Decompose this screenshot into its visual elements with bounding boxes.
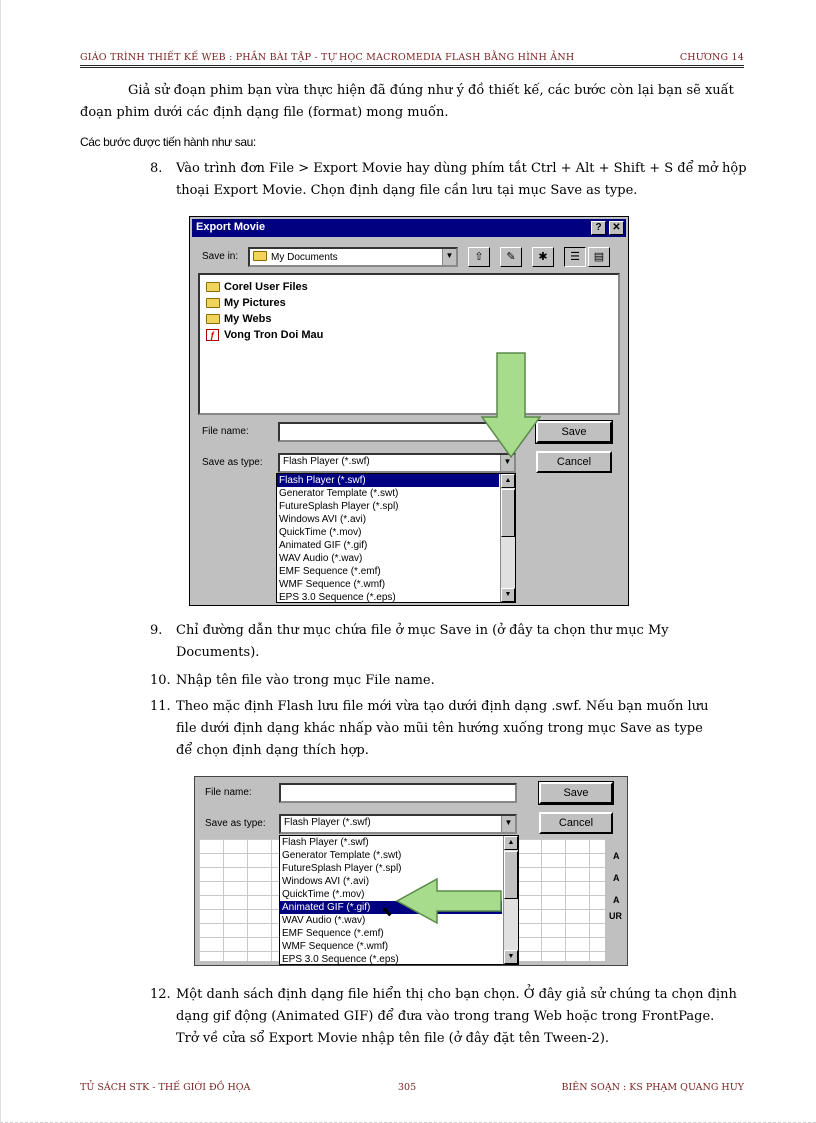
scroll-up-icon[interactable]: ▲: [501, 474, 515, 488]
list-item[interactable]: My Webs: [206, 311, 271, 327]
save-in-label: Save in:: [202, 251, 239, 262]
scroll-thumb[interactable]: [501, 489, 515, 537]
dropdown-option[interactable]: EMF Sequence (*.emf): [279, 566, 381, 577]
intro-paragraph: Giả sử đoạn phim bạn vừa thực hiện đã đúng như ý đồ thiết kế, các bước còn lại bạn sẽ xuất đoạn phim dưới các định dạng file (format) mong muốn.: [80, 83, 734, 120]
dropdown-option[interactable]: QuickTime (*.mov): [279, 527, 362, 538]
folder-icon: [206, 282, 220, 292]
step-text: Chỉ đường dẫn thư mục chứa file ở mục Save in (ở đây ta chọn thư mục My Documents).: [176, 623, 669, 660]
export-movie-dialog: [189, 216, 629, 606]
save-in-value: My Documents: [271, 252, 338, 263]
stage-grid: [199, 839, 279, 961]
file-name-label: File name:: [202, 426, 249, 437]
save-as-type-label: Save as type:: [205, 818, 266, 829]
details-view-icon[interactable]: ▤: [588, 247, 610, 267]
close-button[interactable]: ✕: [609, 221, 624, 235]
step-11: [150, 696, 750, 762]
green-arrow-icon: [480, 351, 542, 461]
save-as-type-label: Save as type:: [202, 457, 263, 468]
save-button[interactable]: Save: [536, 421, 612, 443]
new-folder-icon[interactable]: ✱: [532, 247, 554, 267]
scrollbar[interactable]: [500, 474, 515, 602]
step-number: 11.: [150, 699, 171, 714]
save-as-type-snippet: [194, 776, 628, 966]
dropdown-option[interactable]: FutureSplash Player (*.spl): [282, 863, 402, 874]
folder-icon: [206, 298, 220, 308]
dropdown-option[interactable]: EPS 3.0 Sequence (*.eps): [279, 592, 396, 603]
scroll-thumb[interactable]: [504, 851, 518, 899]
dropdown-option[interactable]: WAV Audio (*.wav): [279, 553, 363, 564]
chevron-down-icon[interactable]: ▼: [501, 816, 515, 832]
list-view-icon[interactable]: ☰: [564, 247, 586, 267]
green-arrow-icon: [395, 877, 505, 925]
file-name-label: File name:: [205, 787, 252, 798]
save-as-type-value: Flash Player (*.swf): [283, 456, 370, 467]
footer-right: BIÊN SOẠN : KS PHẠM QUANG HUY: [561, 1082, 744, 1093]
step-number: 12.: [150, 987, 171, 1002]
scrollbar[interactable]: [503, 836, 518, 964]
step-9: [150, 620, 750, 664]
page-number: 305: [398, 1082, 417, 1093]
dropdown-option[interactable]: EPS 3.0 Sequence (*.eps): [282, 954, 399, 965]
folder-icon: [253, 251, 267, 261]
step-text: Theo mặc định Flash lưu file mới vừa tạo dưới định dạng .swf. Nếu bạn muốn lưu file dưới định dạng khác nhấp vào mũi tên hướng xuống trong mục Save as type để chọn định dạng thích hợp.: [176, 699, 709, 758]
scroll-up-icon[interactable]: ▲: [504, 836, 518, 850]
help-button[interactable]: ?: [591, 221, 606, 235]
step-10: [150, 670, 750, 692]
scroll-down-icon[interactable]: ▼: [504, 950, 518, 964]
step-12: [150, 984, 750, 1072]
flash-file-icon: ƒ: [206, 329, 219, 341]
save-in-combo[interactable]: [248, 247, 458, 267]
list-item[interactable]: ƒ Vong Tron Doi Mau: [206, 327, 323, 343]
header-chapter: CHƯƠNG 14: [679, 52, 744, 63]
page-header: [80, 48, 744, 68]
scroll-down-icon[interactable]: ▼: [501, 588, 515, 602]
dropdown-option[interactable]: WMF Sequence (*.wmf): [282, 941, 389, 952]
step-8: [150, 158, 750, 202]
dropdown-option[interactable]: WAV Audio (*.wav): [282, 915, 366, 926]
dropdown-option[interactable]: Animated GIF (*.gif): [279, 540, 368, 551]
dialog-titlebar: [192, 219, 626, 237]
dialog-title: Export Movie: [196, 221, 266, 233]
dropdown-option[interactable]: Animated GIF (*.gif): [280, 901, 502, 914]
dropdown-option[interactable]: Flash Player (*.swf): [277, 474, 499, 487]
steps-title: Các bước được tiến hành như sau:: [80, 135, 256, 149]
save-button[interactable]: Save: [539, 782, 613, 804]
mouse-cursor-icon: ⬉: [381, 903, 393, 919]
step-number: 10.: [150, 673, 171, 688]
file-name-input[interactable]: [279, 783, 517, 803]
side-panel: A A A UR: [605, 839, 625, 961]
dropdown-option[interactable]: Windows AVI (*.avi): [279, 514, 367, 525]
header-title: GIÁO TRÌNH THIẾT KẾ WEB : PHẦN BÀI TẬP - TỰ HỌC MACROMEDIA FLASH BẰNG HÌNH ẢNH: [80, 52, 575, 63]
save-as-type-value: Flash Player (*.swf): [284, 817, 371, 828]
dropdown-option[interactable]: EMF Sequence (*.emf): [282, 928, 384, 939]
dropdown-option[interactable]: QuickTime (*.mov): [282, 889, 365, 900]
dropdown-option[interactable]: Windows AVI (*.avi): [282, 876, 370, 887]
desktop-icon[interactable]: ✎: [500, 247, 522, 267]
dropdown-option[interactable]: FutureSplash Player (*.spl): [279, 501, 399, 512]
step-text: Nhập tên file vào trong mục File name.: [176, 673, 435, 688]
list-item[interactable]: Corel User Files: [206, 279, 308, 295]
folder-icon: [206, 314, 220, 324]
step-text: Một danh sách định dạng file hiển thị cho bạn chọn. Ở đây giả sử chúng ta chọn định dạng gif động (Animated GIF) để đưa vào trong trang Web hoặc trong FrontPage. Trở về cửa sổ Export Movie nhập tên file (ở đây đặt tên Tween-2).: [176, 987, 737, 1046]
step-text: Vào trình đơn File > Export Movie hay dùng phím tắt Ctrl + Alt + Shift + S để mở hộp thoại Export Movie. Chọn định dạng file cần lưu tại mục Save as type.: [176, 161, 747, 198]
step-number: 9.: [150, 623, 163, 638]
footer-left: TỦ SÁCH STK - THẾ GIỚI ĐỒ HỌA: [80, 1082, 251, 1093]
cancel-button[interactable]: Cancel: [539, 812, 613, 834]
chevron-down-icon[interactable]: ▼: [500, 455, 514, 471]
dropdown-option[interactable]: Generator Template (*.swt): [279, 488, 399, 499]
save-as-type-combo[interactable]: [279, 814, 517, 834]
list-item[interactable]: My Pictures: [206, 295, 286, 311]
stage-grid: [517, 839, 605, 961]
dropdown-option[interactable]: Generator Template (*.swt): [282, 850, 402, 861]
file-list[interactable]: [198, 273, 620, 415]
type-dropdown-list[interactable]: [276, 473, 516, 603]
chevron-down-icon[interactable]: ▼: [442, 249, 456, 265]
up-folder-icon[interactable]: ⇧: [468, 247, 490, 267]
dropdown-option[interactable]: Flash Player (*.swf): [282, 837, 369, 848]
dropdown-option[interactable]: WMF Sequence (*.wmf): [279, 579, 386, 590]
step-number: 8.: [150, 161, 163, 176]
cancel-button[interactable]: Cancel: [536, 451, 612, 473]
